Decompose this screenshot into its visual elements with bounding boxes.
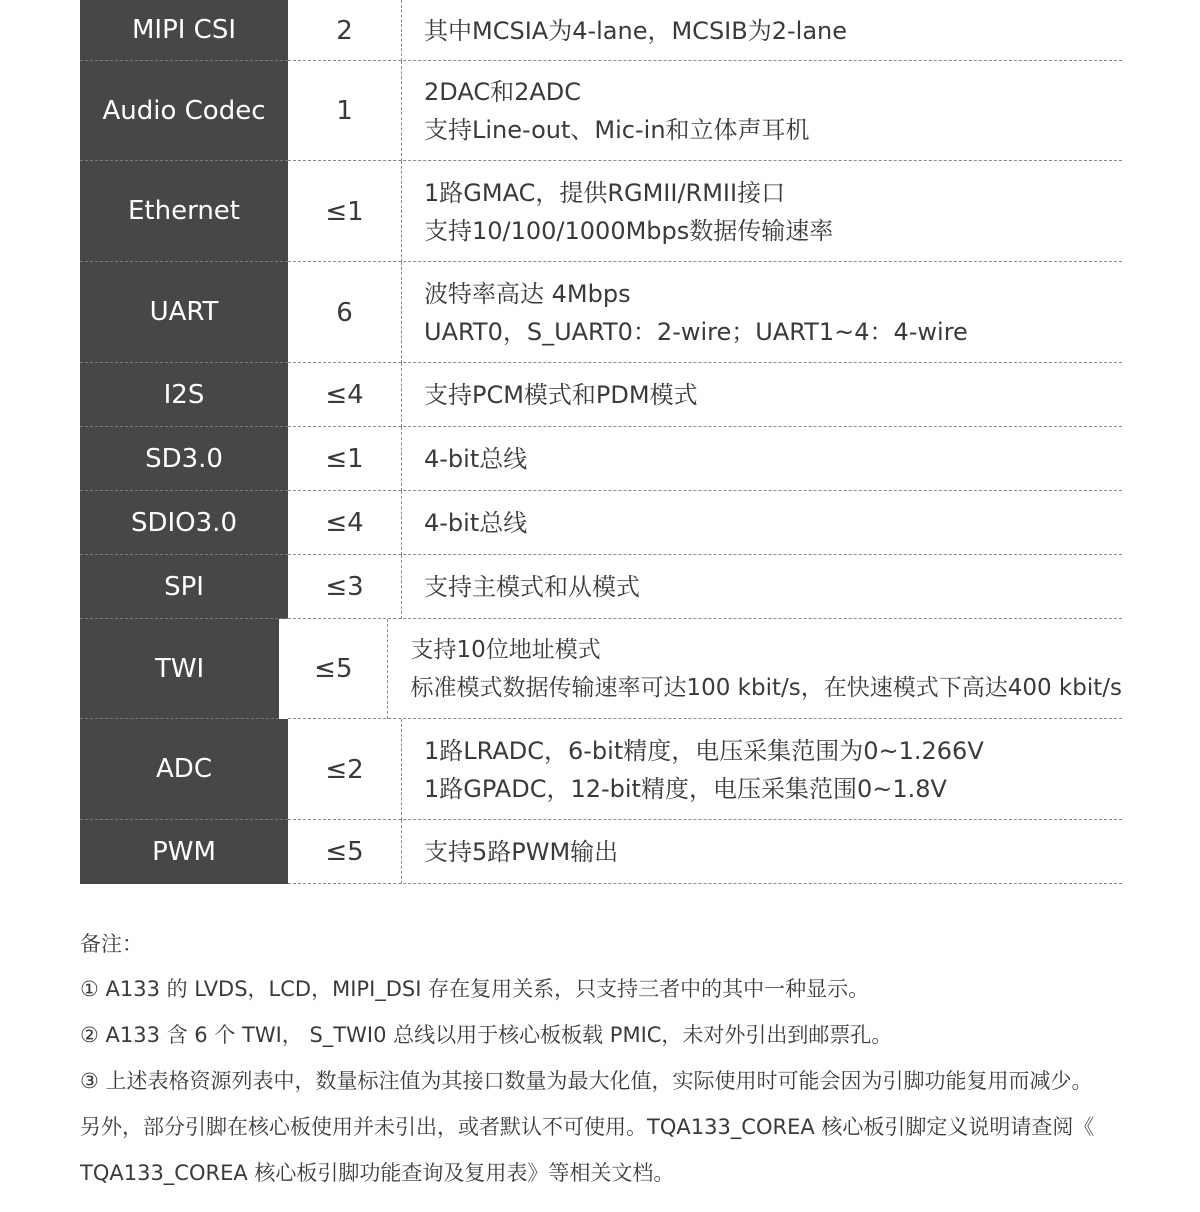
interface-count: 6 xyxy=(288,262,402,363)
interface-name: SD3.0 xyxy=(80,427,288,491)
interface-name: Ethernet xyxy=(80,161,288,262)
note-line: TQA133_COREA 核心板引脚功能查询及复用表》等相关文档。 xyxy=(80,1161,675,1185)
description-line: 波特率高达 4Mbps xyxy=(424,279,631,308)
interface-table xyxy=(80,0,1122,884)
note-line: ② A133 含 6 个 TWI， S_TWI0 总线以用于核心板板载 PMIC，未对外引出到邮票孔。 xyxy=(80,1023,893,1047)
interface-description xyxy=(402,262,1122,363)
description-line: 支持5路PWM输出 xyxy=(424,838,619,866)
table-row xyxy=(80,363,1122,427)
interface-description xyxy=(402,363,1122,427)
description-line: 标准模式数据传输速率可达100 kbit/s，在快速模式下高达400 kbit/s xyxy=(410,675,1122,701)
interface-count: ≤1 xyxy=(288,427,402,491)
interface-description xyxy=(402,820,1122,884)
description-line: 2DAC和2ADC xyxy=(424,78,582,106)
note-line: ③ 上述表格资源列表中，数量标注值为其接口数量为最大化值，实际使用时可能会因为引脚功能复用而减少。 xyxy=(80,1069,1093,1093)
description-line: UART0，S_UART0：2-wire；UART1~4：4-wire xyxy=(424,317,968,346)
interface-name: PWM xyxy=(80,820,288,884)
table-row xyxy=(80,262,1122,363)
table-row xyxy=(80,491,1122,555)
description-line: 支持主模式和从模式 xyxy=(424,573,640,601)
interface-description xyxy=(402,61,1122,161)
interface-count: ≤5 xyxy=(288,820,402,884)
interface-name: UART xyxy=(80,262,288,363)
table-row xyxy=(80,820,1122,884)
description-line: 支持10/100/1000Mbps数据传输速率 xyxy=(424,216,834,245)
interface-count: ≤4 xyxy=(288,491,402,555)
description-line: 1路GMAC，提供RGMII/RMII接口 xyxy=(424,178,786,207)
interface-count: ≤5 xyxy=(279,619,388,719)
description-line: 支持Line-out、Mic-in和立体声耳机 xyxy=(424,116,810,144)
description-line: 4-bit总线 xyxy=(424,509,528,537)
table-row xyxy=(80,161,1122,262)
interface-name: TWI xyxy=(80,619,279,719)
description-line: 1路GPADC，12-bit精度，电压采集范围0~1.8V xyxy=(424,774,947,803)
note-line: ① A133 的 LVDS，LCD，MIPI_DSI 存在复用关系，只支持三者中的其中一种显示。 xyxy=(80,977,870,1001)
description-line: 其中MCSIA为4-lane，MCSIB为2-lane xyxy=(424,16,847,45)
interface-count: ≤4 xyxy=(288,363,402,427)
interface-name: ADC xyxy=(80,719,288,820)
interface-name: Audio Codec xyxy=(80,61,288,161)
interface-count: 1 xyxy=(288,61,402,161)
interface-description xyxy=(402,719,1122,820)
note-line: 另外，部分引脚在核心板使用并未引出，或者默认不可使用。TQA133_COREA 核心板引脚定义说明请查阅《 xyxy=(80,1115,1095,1139)
notes-section xyxy=(80,922,1160,1196)
interface-description xyxy=(402,427,1122,491)
interface-description xyxy=(402,555,1122,619)
table-row xyxy=(80,0,1122,61)
table-row xyxy=(80,719,1122,820)
interface-description xyxy=(388,619,1122,719)
notes-title: 备注： xyxy=(80,932,143,956)
description-line: 支持PCM模式和PDM模式 xyxy=(424,381,698,409)
description-line: 1路LRADC，6-bit精度，电压采集范围为0~1.266V xyxy=(424,736,984,765)
interface-name: SPI xyxy=(80,555,288,619)
table-row xyxy=(80,61,1122,161)
interface-count: 2 xyxy=(288,0,402,61)
interface-count: ≤1 xyxy=(288,161,402,262)
interface-name: SDIO3.0 xyxy=(80,491,288,555)
interface-name: MIPI CSI xyxy=(80,0,288,61)
interface-description xyxy=(402,491,1122,555)
table-row xyxy=(80,619,1122,719)
interface-description xyxy=(402,161,1122,262)
description-line: 4-bit总线 xyxy=(424,445,528,473)
interface-name: I2S xyxy=(80,363,288,427)
description-line: 支持10位地址模式 xyxy=(410,637,601,663)
interface-count: ≤2 xyxy=(288,719,402,820)
interface-count: ≤3 xyxy=(288,555,402,619)
interface-description xyxy=(402,0,1122,61)
table-row xyxy=(80,555,1122,619)
table-row xyxy=(80,427,1122,491)
